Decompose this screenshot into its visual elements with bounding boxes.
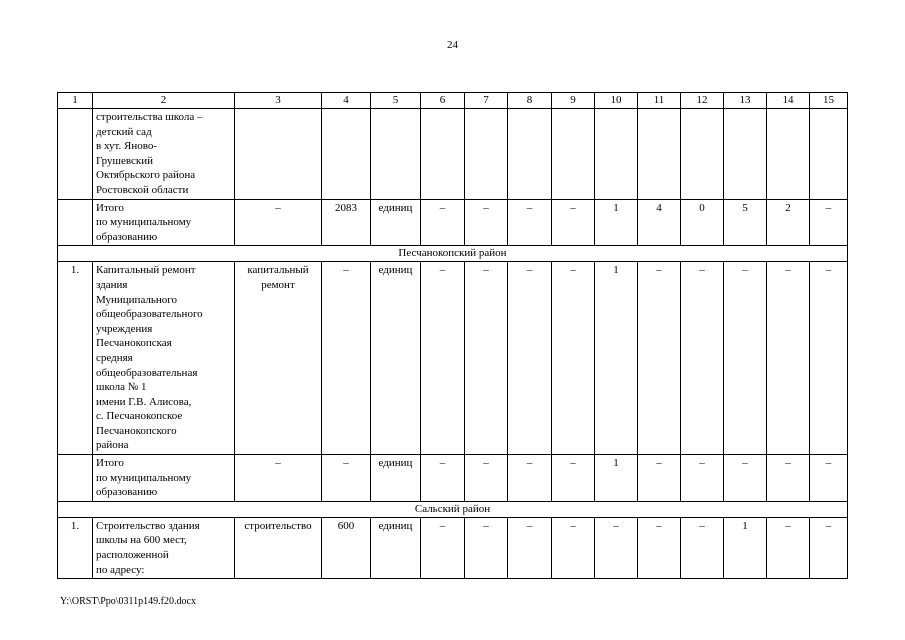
column-header: 8 xyxy=(508,93,552,109)
table-cell: – xyxy=(767,262,810,455)
data-table xyxy=(57,92,848,579)
table-cell: – xyxy=(638,517,681,578)
section-row xyxy=(58,501,848,517)
table-cell: – xyxy=(465,455,508,502)
table-cell: 1 xyxy=(595,455,638,502)
table-cell xyxy=(58,199,93,246)
table-cell: Итого по муниципальному образованию xyxy=(93,455,235,502)
column-header: 12 xyxy=(681,93,724,109)
column-header: 15 xyxy=(810,93,848,109)
section-title: Песчанокопский район xyxy=(58,246,848,262)
table-cell: – xyxy=(508,455,552,502)
table-cell xyxy=(465,109,508,200)
table-cell: – xyxy=(235,199,322,246)
table-cell: – xyxy=(638,455,681,502)
file-path-footer: Y:\ORST\Ppo\0311p149.f20.docx xyxy=(60,596,196,607)
table-row xyxy=(58,517,848,578)
table-cell: – xyxy=(465,517,508,578)
column-header: 14 xyxy=(767,93,810,109)
table-cell: Итого по муниципальному образованию xyxy=(93,199,235,246)
table-cell: – xyxy=(552,199,595,246)
table-cell: – xyxy=(421,199,465,246)
table-cell: – xyxy=(552,517,595,578)
table-cell: капитальный ремонт xyxy=(235,262,322,455)
table-cell: 1 xyxy=(595,199,638,246)
table-cell xyxy=(371,109,421,200)
table-cell xyxy=(638,109,681,200)
section-row xyxy=(58,246,848,262)
table-cell: единиц xyxy=(371,199,421,246)
table-cell xyxy=(58,109,93,200)
table-cell xyxy=(235,109,322,200)
total-row xyxy=(58,199,848,246)
table-cell: – xyxy=(508,517,552,578)
table-row xyxy=(58,262,848,455)
table-cell: – xyxy=(638,262,681,455)
table-cell: – xyxy=(767,455,810,502)
table-cell: 600 xyxy=(322,517,371,578)
table-cell: единиц xyxy=(371,517,421,578)
table-cell: строительства школа – детский сад в хут. Яново- Грушевский Октябрьского района Ростовской области xyxy=(93,109,235,200)
table-cell: – xyxy=(724,455,767,502)
header-row xyxy=(58,93,848,109)
table-cell xyxy=(508,109,552,200)
table-cell: – xyxy=(767,517,810,578)
table-cell: Капитальный ремонт здания Муниципального общеобразовательного учреждения Песчанокопская средняя общеобразовательная школа № 1 имени Г.В. Алисова, с. Песчанокопское Песчанокопского района xyxy=(93,262,235,455)
table-cell: единиц xyxy=(371,455,421,502)
table-cell xyxy=(421,109,465,200)
column-header: 7 xyxy=(465,93,508,109)
table-cell: строительство xyxy=(235,517,322,578)
table-cell: – xyxy=(681,517,724,578)
table-cell: – xyxy=(681,262,724,455)
column-header: 2 xyxy=(93,93,235,109)
table-cell: – xyxy=(810,517,848,578)
table-cell: – xyxy=(810,262,848,455)
table-cell: 1 xyxy=(724,517,767,578)
table-cell: 4 xyxy=(638,199,681,246)
section-title: Сальский район xyxy=(58,501,848,517)
total-row xyxy=(58,455,848,502)
table-cell: 1. xyxy=(58,262,93,455)
table-cell: Строительство здания школы на 600 мест, расположенной по адресу: xyxy=(93,517,235,578)
column-header: 10 xyxy=(595,93,638,109)
table-cell: – xyxy=(508,262,552,455)
table-cell: – xyxy=(322,455,371,502)
table-cell xyxy=(58,455,93,502)
table-cell xyxy=(595,109,638,200)
table-cell: 5 xyxy=(724,199,767,246)
table-cell: 2083 xyxy=(322,199,371,246)
table-cell: – xyxy=(724,262,767,455)
column-header: 11 xyxy=(638,93,681,109)
column-header: 9 xyxy=(552,93,595,109)
table-cell: 1 xyxy=(595,262,638,455)
table-cell: – xyxy=(322,262,371,455)
table-cell: – xyxy=(421,262,465,455)
table-cell: – xyxy=(235,455,322,502)
table-cell xyxy=(552,109,595,200)
table-cell: – xyxy=(810,455,848,502)
column-header: 13 xyxy=(724,93,767,109)
table-cell xyxy=(681,109,724,200)
column-header: 1 xyxy=(58,93,93,109)
table-cell xyxy=(810,109,848,200)
table-cell: – xyxy=(421,455,465,502)
column-header: 6 xyxy=(421,93,465,109)
column-header: 3 xyxy=(235,93,322,109)
table-cell: 2 xyxy=(767,199,810,246)
table-cell xyxy=(724,109,767,200)
column-header: 5 xyxy=(371,93,421,109)
table-cell: – xyxy=(552,262,595,455)
table-cell: 0 xyxy=(681,199,724,246)
table-row xyxy=(58,109,848,200)
page-number: 24 xyxy=(447,39,458,51)
table-cell xyxy=(767,109,810,200)
table-cell: – xyxy=(595,517,638,578)
table-cell: – xyxy=(508,199,552,246)
table-cell: – xyxy=(552,455,595,502)
table-cell: 1. xyxy=(58,517,93,578)
table-cell xyxy=(322,109,371,200)
table-cell: единиц xyxy=(371,262,421,455)
table-cell: – xyxy=(810,199,848,246)
table-cell: – xyxy=(465,199,508,246)
column-header: 4 xyxy=(322,93,371,109)
table-cell: – xyxy=(421,517,465,578)
table-cell: – xyxy=(465,262,508,455)
table-cell: – xyxy=(681,455,724,502)
